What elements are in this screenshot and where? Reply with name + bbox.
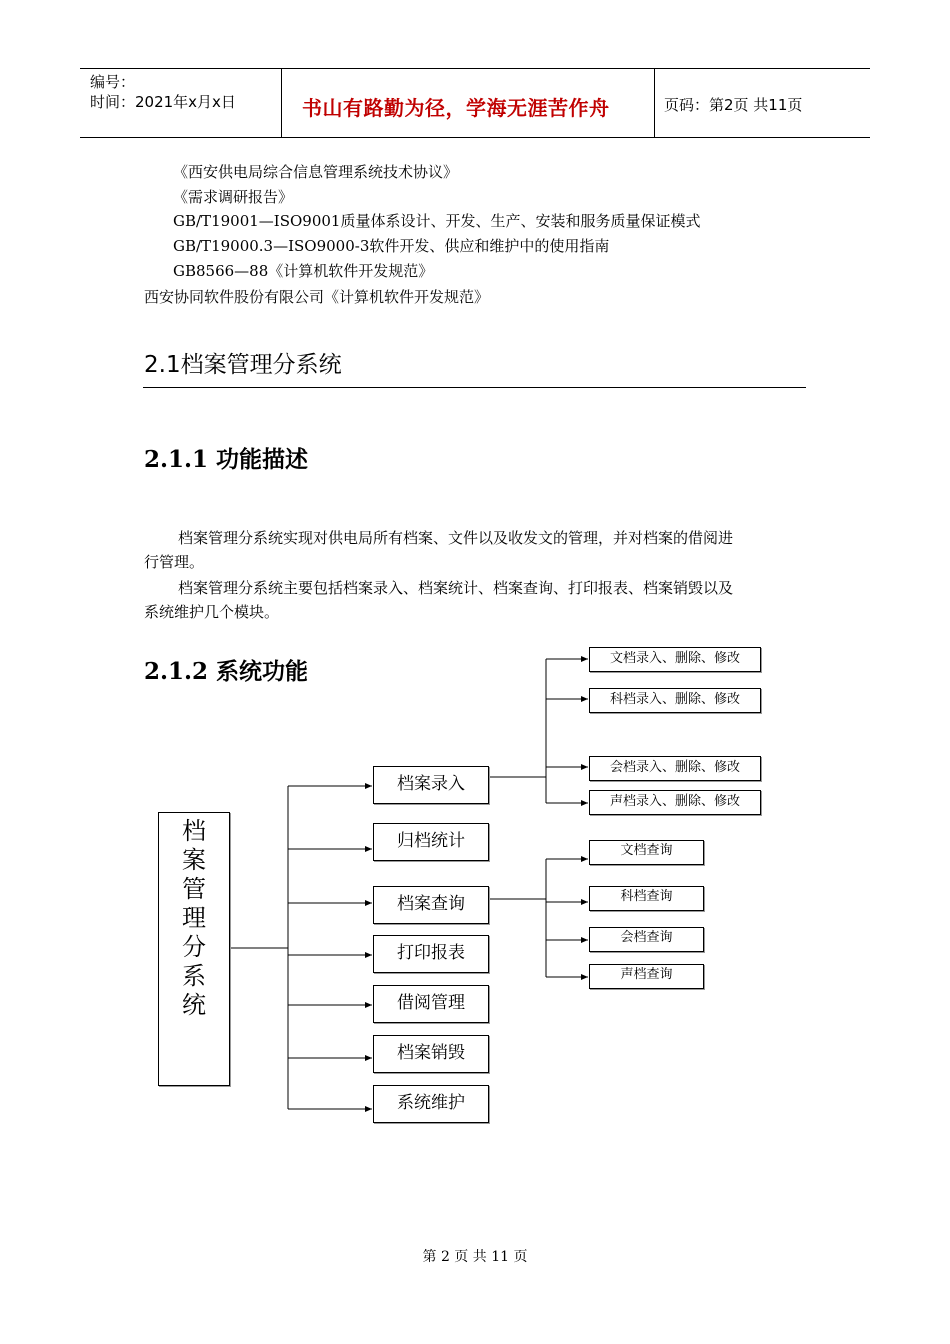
module-box-print-report: 打印报表 [373,935,489,973]
description-paragraph-2-cont: 系统维护几个模块。 [144,603,280,621]
header-page-info: 页码：第2页 共11页 [664,96,803,114]
module-box-borrow-management: 借阅管理 [373,985,489,1023]
module-box-archive-query: 档案查询 [373,886,489,924]
root-char: 分 [182,933,206,961]
reference-line: GB/T19000.3—ISO9000-3软件开发、供应和维护中的使用指南 [173,237,610,255]
entry-subitem-box: 文档录入、删除、修改 [589,647,761,672]
subsection-title-function-description: 2.1.1 功能描述 [144,446,309,473]
root-char: 档 [182,817,206,845]
description-paragraph-1-cont: 行管理。 [144,553,205,571]
root-char: 管 [182,875,206,903]
diagram-root-box [158,812,230,1086]
reference-line: 《需求调研报告》 [173,188,294,206]
section-title: 2.1档案管理分系统 [144,352,342,378]
reference-line: 西安协同软件股份有限公司《计算机软件开发规范》 [144,288,490,306]
subsection-title-system-functions: 2.1.2 系统功能 [144,658,309,685]
reference-line: 《西安供电局综合信息管理系统技术协议》 [173,163,459,181]
root-char: 案 [182,846,206,874]
description-paragraph-1: 档案管理分系统实现对供电局所有档案、文件以及收发文的管理，并对档案的借阅进 [178,529,734,547]
module-box-archive-statistics: 归档统计 [373,823,489,861]
header-motto: 书山有路勤为径，学海无涯苦作舟 [302,96,610,120]
entry-subitem-box: 会档录入、删除、修改 [589,756,761,781]
module-box-archive-entry: 档案录入 [373,766,489,804]
document-number-label: 编号： [90,73,136,91]
entry-subitem-box: 声档录入、删除、修改 [589,790,761,815]
entry-subitem-box: 科档录入、删除、修改 [589,688,761,713]
root-char: 统 [182,991,206,1019]
root-char: 理 [182,904,206,932]
query-subitem-box: 会档查询 [589,927,704,952]
query-subitem-box: 科档查询 [589,886,704,911]
reference-line: GB/T19001—ISO9001质量体系设计、开发、生产、安装和服务质量保证模式 [173,212,701,230]
document-time-label: 时间：2021年x月x日 [90,93,236,111]
page-footer: 第 2 页 共 11 页 [422,1249,528,1265]
module-box-archive-destruction: 档案销毁 [373,1035,489,1073]
module-box-system-maintenance: 系统维护 [373,1085,489,1123]
reference-line: GB8566—88《计算机软件开发规范》 [173,262,434,280]
query-subitem-box: 声档查询 [589,964,704,989]
root-char: 系 [182,962,206,990]
query-subitem-box: 文档查询 [589,840,704,865]
description-paragraph-2: 档案管理分系统主要包括档案录入、档案统计、档案查询、打印报表、档案销毁以及 [178,579,734,597]
